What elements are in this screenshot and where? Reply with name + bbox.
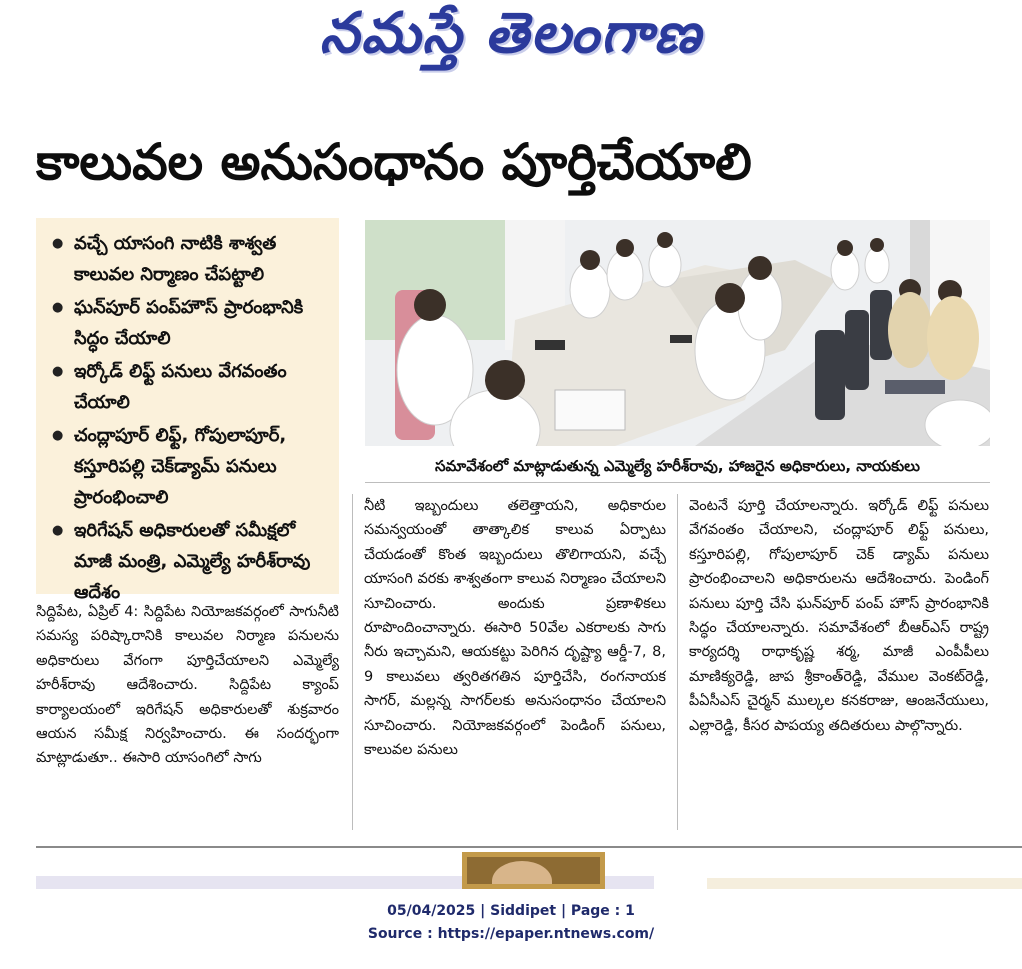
meeting-photo-illustration — [365, 220, 990, 446]
column-divider — [677, 494, 678, 830]
next-article-strip — [707, 878, 1022, 889]
article-body-column-1: సిద్దిపేట, ఏప్రిల్ 4: సిద్దిపేట నియోజకవర్గంలో సాగునీటి సమస్య పరిష్కారానికి కాలువల నిర్మాణ పనులను అధికారులు వేగంగా పూర్తిచేయాలని ఎమ్మెల్యే హరీశ్‌రావు ఆదేశించారు. సిద్దిపేట క్యాంప్ కార్యాలయంలో ఇరిగేషన్ అధికారులతో శుక్రవారం ఆయన సమీక్ష నిర్వహించారు. ఈ సందర్భంగా మాట్లాడుతూ.. ఈసారి యాసంగిలో సాగు — [36, 604, 339, 767]
newspaper-masthead — [0, 0, 1022, 80]
highlight-item: ● చంద్లాపూర్ లిఫ్ట్, గోపులాపూర్, కస్తూరిపల్లి చెక్‌డ్యామ్ పనులు ప్రారంభించాలి — [50, 420, 331, 513]
highlights-box — [36, 218, 339, 603]
article-headline: కాలువల అనుసంధానం పూర్తిచేయాలి — [36, 133, 752, 191]
article-body-column-3: వెంటనే పూర్తి చేయాలన్నారు. ఇర్కోడ్ లిఫ్ట్ పనులు వేగవంతం చేయాలని, చంద్లాపూర్ లిఫ్ట్ పనులు, కస్తూరిపల్లి, గోపులాపూర్ చెక్ డ్యామ్ పనులు ప్రారంభించాలని అధికారులను ఆదేశించారు. పెండింగ్ పనులు పూర్తి చేసి ఘన్‌పూర్ పంప్ హౌస్ ప్రారంభానికి సిద్ధం చేయాలన్నారు. సమావేశంలో బీఆర్ఎస్ రాష్ట్ర కార్యదర్శి రాధాకృష్ణ శర్మ, మాజీ ఎంపీపీలు మాణిక్యరెడ్డి, జాప శ్రీకాంత్‌రెడ్డి, వేముల వెంకట్‌రెడ్డి, పీఏసీఎస్ చైర్మన్ ముల్కల కనకరాజు, ఆంజనేయులు, ఎల్లారెడ్డి, కీసర పాపయ్య తదితరులు పాల్గొన్నారు. — [689, 498, 989, 734]
footer-source: Source : https://epaper.ntnews.com/ — [367, 926, 655, 942]
highlight-item: ● ఇర్కోడ్ లిఫ్ట్ పనులు వేగవంతం చేయాలి — [50, 356, 331, 418]
masthead-title: నమస్తే తెలంగాణ — [319, 0, 703, 66]
section-divider — [36, 846, 1022, 848]
column-divider — [352, 494, 353, 830]
highlight-item: ● ఘన్‌పూర్ పంప్‌హౌస్ ప్రారంభానికి సిద్ధం చేయాలి — [50, 292, 331, 354]
page-footer — [0, 900, 1022, 946]
highlights-list — [50, 228, 331, 608]
photo-caption: సమావేశంలో మాట్లాడుతున్న ఎమ్మెల్యే హరీశ్‌రావు, హాజరైన అధికారులు, నాయకులు — [365, 450, 990, 483]
meeting-photo — [365, 220, 990, 446]
highlight-item: ● ఇరిగేషన్ అధికారులతో సమీక్షలో మాజీ మంత్రి, ఎమ్మెల్యే హరీశ్‌రావు ఆదేశం — [50, 515, 331, 608]
framed-portrait-image — [462, 852, 605, 889]
highlight-item: ● వచ్చే యాసంగి నాటికి శాశ్వత కాలువల నిర్మాణం చేపట్టాలి — [50, 228, 331, 290]
footer-date-edition: 05/04/2025 | Siddipet | Page : 1 — [387, 903, 635, 919]
article-body-column-2: నీటి ఇబ్బందులు తలెత్తాయని, అధికారుల సమన్వయంతో తాత్కాలిక కాలువ ఏర్పాటు చేయడంతో కొంత ఇబ్బందులు తొలిగాయని, వచ్చే యాసంగి వరకు శాశ్వతంగా కాలువ నిర్మాణం చేయాలని సూచించారు. అందుకు ప్రణాళికలు రూపొందించాన్నారు. ఈసారి 50వేల ఎకరాలకు సాగు నీరు ఇచ్చామని, ఆయకట్టు పెరిగిన దృష్ట్యా ఆర్డీ-7, 8, 9 కాలువలు త్వరితగతిన పూర్తిచేసి, రంగనాయక సాగర్, మల్లన్న సాగర్‌లకు అనుసంధానం చేయాలని సూచించారు. నియోజకవర్గంలో పెండింగ్ పనులు, కాలువల పనులు — [364, 498, 666, 759]
